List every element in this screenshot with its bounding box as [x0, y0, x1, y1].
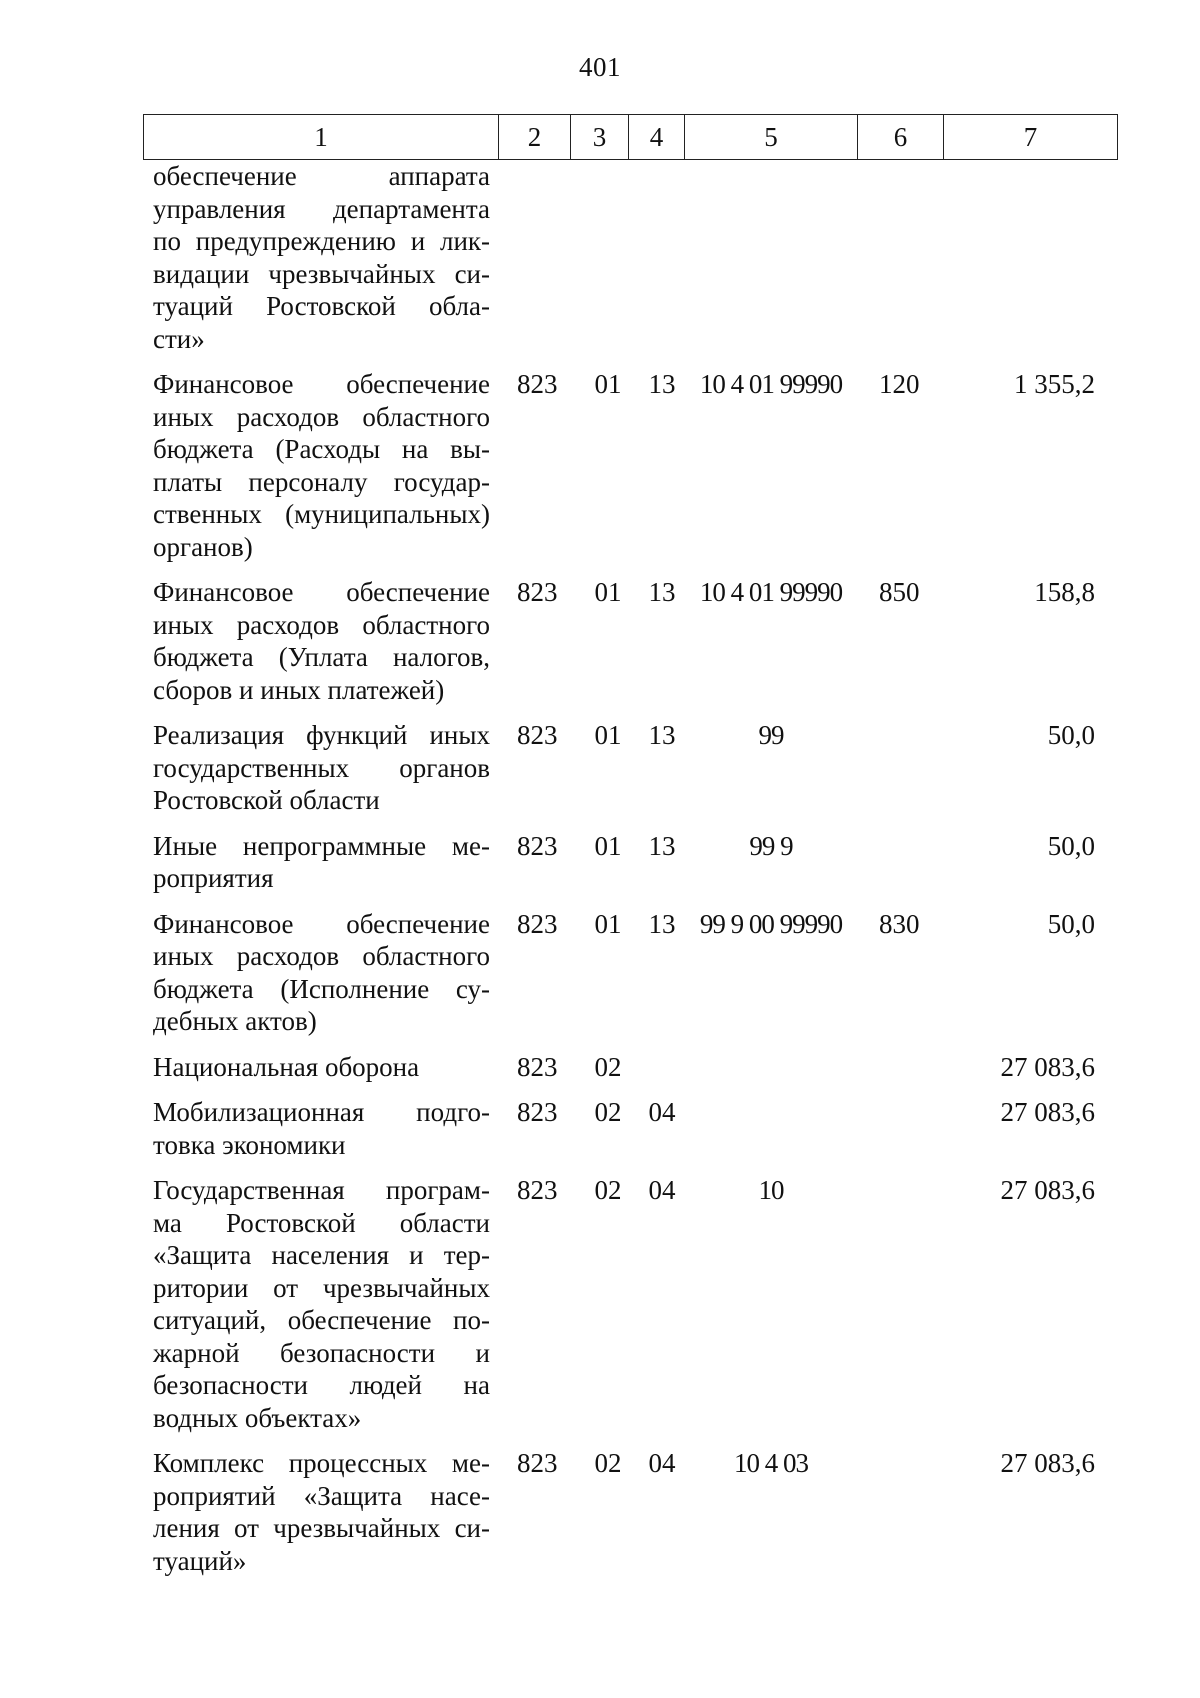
- row-subsection: 13: [648, 908, 676, 939]
- row-name: [153, 368, 490, 563]
- row-ministry-code: 823: [517, 830, 558, 861]
- row-section: 01: [594, 577, 622, 607]
- row-name-line: обеспечение аппарата: [153, 161, 490, 191]
- row-name-line: туаций»: [153, 1545, 247, 1576]
- row-name-line: Реализация функций иных: [153, 720, 490, 750]
- row-target-article: 10 4 01 99990: [699, 369, 843, 399]
- row-subsection: 04: [648, 1448, 676, 1478]
- row-name-line: безопасности людей на: [153, 1370, 490, 1400]
- row-ministry-code: 823: [517, 1097, 558, 1127]
- row-name-line: Финансовое обеспечение: [153, 908, 490, 939]
- row-ministry-code: 823: [517, 1448, 558, 1478]
- row-name: [153, 1174, 490, 1434]
- header-col-6: 6: [858, 115, 944, 160]
- row-section: 02: [594, 1448, 622, 1478]
- row-name-line: жарной безопасности и: [153, 1337, 490, 1368]
- row-name-line: ления от чрезвычайных си-: [153, 1513, 490, 1543]
- table-row: [153, 908, 1113, 1038]
- row-name-line: государственных органов: [153, 752, 490, 783]
- row-section: 02: [594, 1097, 622, 1127]
- row-subsection: 04: [648, 1175, 676, 1205]
- row-name-line: товка экономики: [153, 1129, 346, 1160]
- row-amount: 1 355,2: [1014, 369, 1095, 399]
- row-subsection: 13: [648, 577, 676, 607]
- row-name-line: иных расходов областного: [153, 609, 490, 640]
- row-section: 01: [594, 720, 622, 750]
- row-ministry-code: 823: [517, 577, 558, 607]
- header-col-4: 4: [629, 115, 685, 160]
- row-name-line: «Защита населения и тер-: [153, 1240, 490, 1270]
- header-col-1: 1: [144, 115, 499, 160]
- row-name-line: ритории от чрезвычайных: [153, 1272, 490, 1303]
- row-target-article: 99 9: [749, 830, 793, 861]
- row-name-line: сборов и иных платежей): [153, 674, 445, 705]
- row-name-line: роприятия: [153, 863, 274, 893]
- row-section: 02: [594, 1175, 622, 1205]
- row-section: 02: [594, 1051, 622, 1082]
- row-name: [153, 908, 490, 1038]
- row-name-line: Финансовое обеспечение: [153, 369, 490, 399]
- row-name-line: туаций Ростовской обла-: [153, 291, 490, 321]
- row-section: 01: [594, 830, 622, 861]
- row-ministry-code: 823: [517, 1051, 558, 1082]
- row-target-article: 99 9 00 99990: [699, 908, 843, 939]
- table-row: [153, 1174, 1113, 1434]
- table-row: [153, 719, 1113, 817]
- row-name-line: Национальная оборона: [153, 1051, 420, 1082]
- table-row: [153, 830, 1113, 895]
- row-subsection: 13: [648, 720, 676, 750]
- row-name-line: дебных актов): [153, 1006, 317, 1036]
- row-name: [153, 576, 490, 706]
- row-subsection: 04: [648, 1097, 676, 1127]
- row-expense-type: 830: [879, 908, 920, 939]
- row-name: [153, 1096, 490, 1161]
- row-name-line: бюджета (Уплата налогов,: [153, 642, 490, 672]
- row-amount: 50,0: [1047, 720, 1095, 750]
- row-expense-type: 120: [879, 369, 920, 399]
- row-name-line: бюджета (Расходы на вы-: [153, 434, 490, 464]
- header-col-2: 2: [499, 115, 571, 160]
- row-amount: 27 083,6: [1000, 1448, 1095, 1478]
- table-row: [153, 1447, 1113, 1577]
- row-name: [153, 1447, 490, 1577]
- table-row: [153, 1051, 1113, 1084]
- row-name-line: управления департамента: [153, 193, 490, 224]
- table-body: [153, 160, 1113, 1590]
- row-subsection: 13: [648, 369, 676, 399]
- row-name-line: бюджета (Исполнение су-: [153, 973, 490, 1004]
- row-name-line: ственных (муниципальных): [153, 499, 490, 529]
- table-row: [153, 1096, 1113, 1161]
- row-amount: 50,0: [1047, 830, 1095, 861]
- row-amount: 158,8: [1034, 577, 1095, 607]
- row-amount: 27 083,6: [1000, 1175, 1095, 1205]
- row-name-line: ситуаций, обеспечение по-: [153, 1305, 490, 1335]
- row-target-article: 10: [758, 1175, 784, 1205]
- row-target-article: 99: [758, 720, 784, 750]
- row-name-line: Комплекс процессных ме-: [153, 1448, 490, 1478]
- page-number: 401: [579, 52, 621, 82]
- row-name-line: по предупреждению и лик-: [153, 226, 490, 256]
- row-name-line: Иные непрограммные ме-: [153, 830, 490, 861]
- table-row: [153, 368, 1113, 563]
- row-section: 01: [594, 908, 622, 939]
- row-name-line: Финансовое обеспечение: [153, 577, 490, 607]
- row-subsection: 13: [648, 830, 676, 861]
- row-amount: 27 083,6: [1000, 1097, 1095, 1127]
- header-col-3: 3: [571, 115, 629, 160]
- row-name-line: сти»: [153, 323, 205, 354]
- row-name: [153, 719, 490, 817]
- row-amount: 27 083,6: [1000, 1051, 1095, 1082]
- row-name: [153, 1051, 490, 1084]
- row-name-line: роприятий «Защита насе-: [153, 1480, 490, 1511]
- row-ministry-code: 823: [517, 1175, 558, 1205]
- row-target-article: 10 4 01 99990: [699, 577, 843, 607]
- row-name-line: видации чрезвычайных си-: [153, 258, 490, 289]
- row-name-line: Мобилизационная подго-: [153, 1097, 490, 1127]
- row-name: [153, 160, 490, 355]
- header-col-5: 5: [685, 115, 858, 160]
- row-name: [153, 830, 490, 895]
- table-header: [143, 114, 1118, 160]
- row-name-line: органов): [153, 531, 253, 562]
- row-name-line: платы персоналу государ-: [153, 466, 490, 497]
- row-name-line: ма Ростовской области: [153, 1207, 490, 1238]
- row-ministry-code: 823: [517, 908, 558, 939]
- row-name-line: иных расходов областного: [153, 401, 490, 432]
- row-name-line: Государственная програм-: [153, 1175, 490, 1205]
- table-row: [153, 576, 1113, 706]
- row-ministry-code: 823: [517, 720, 558, 750]
- header-row: [144, 115, 1118, 160]
- row-name-line: иных расходов областного: [153, 941, 490, 971]
- table-row: [153, 160, 1113, 355]
- row-target-article: 10 4 03: [734, 1448, 808, 1478]
- row-name-line: Ростовской области: [153, 785, 380, 815]
- row-amount: 50,0: [1047, 908, 1095, 939]
- row-expense-type: 850: [879, 577, 920, 607]
- row-section: 01: [594, 369, 622, 399]
- header-col-7: 7: [944, 115, 1118, 160]
- row-name-line: водных объектах»: [153, 1402, 362, 1433]
- row-ministry-code: 823: [517, 369, 558, 399]
